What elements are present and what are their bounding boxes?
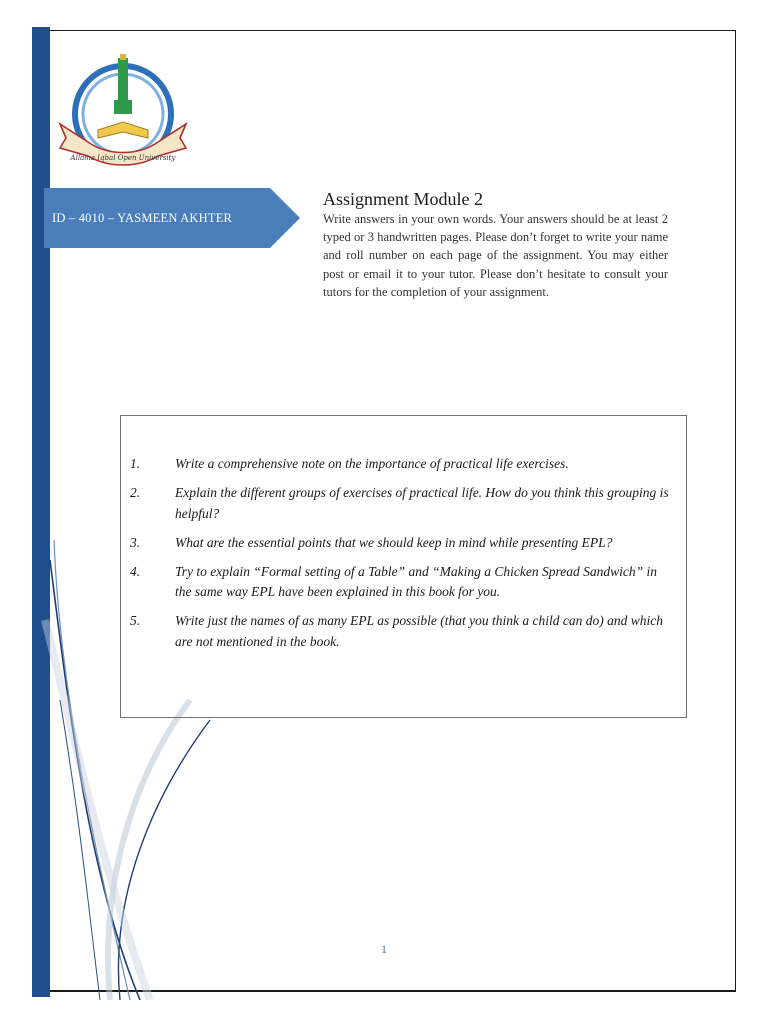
question-number: 3. — [130, 534, 141, 550]
university-emblem-icon — [58, 52, 188, 182]
question-list — [129, 454, 669, 661]
assignment-title: Assignment Module 2 — [323, 189, 483, 209]
questions-box — [120, 415, 687, 718]
question-item — [129, 533, 669, 554]
page-number: 1 — [381, 942, 387, 956]
question-number: 2. — [130, 485, 141, 500]
question-item — [129, 562, 669, 603]
question-item — [129, 611, 669, 652]
student-id-label: ID – 4010 – YASMEEN AKHTER — [52, 211, 233, 225]
question-item — [129, 483, 669, 524]
question-text: Write just the names of as many EPL as possible (that you think a child can do) and which are not mentioned in the book. — [175, 613, 663, 649]
question-text: Explain the different groups of exercises of practical life. How do you think this grouping is helpful? — [175, 485, 669, 521]
question-number: 4. — [130, 563, 141, 579]
question-text: Try to explain “Formal setting of a Table” and “Making a Chicken Spread Sandwich” in the same way EPL have been explained in this book for you. — [175, 563, 657, 599]
question-item — [129, 454, 669, 475]
logo-caption: Allama Iqbal Open University — [70, 154, 176, 162]
question-text: Write a comprehensive note on the importance of practical life exercises. — [175, 456, 569, 471]
id-banner — [44, 188, 300, 248]
question-text: What are the essential points that we should keep in mind while presenting EPL? — [175, 534, 613, 550]
question-number: 1. — [130, 456, 141, 471]
assignment-instructions: Write answers in your own words. Your answers should be at least 2 typed or 3 handwritten pages. Please don’t forget to write your name and roll number on each page of the assignment. You may either post or email it to your tutor. Please don’t hesitate to consult your tutors for the completion of your assignment. — [323, 212, 668, 299]
question-number: 5. — [130, 613, 141, 628]
